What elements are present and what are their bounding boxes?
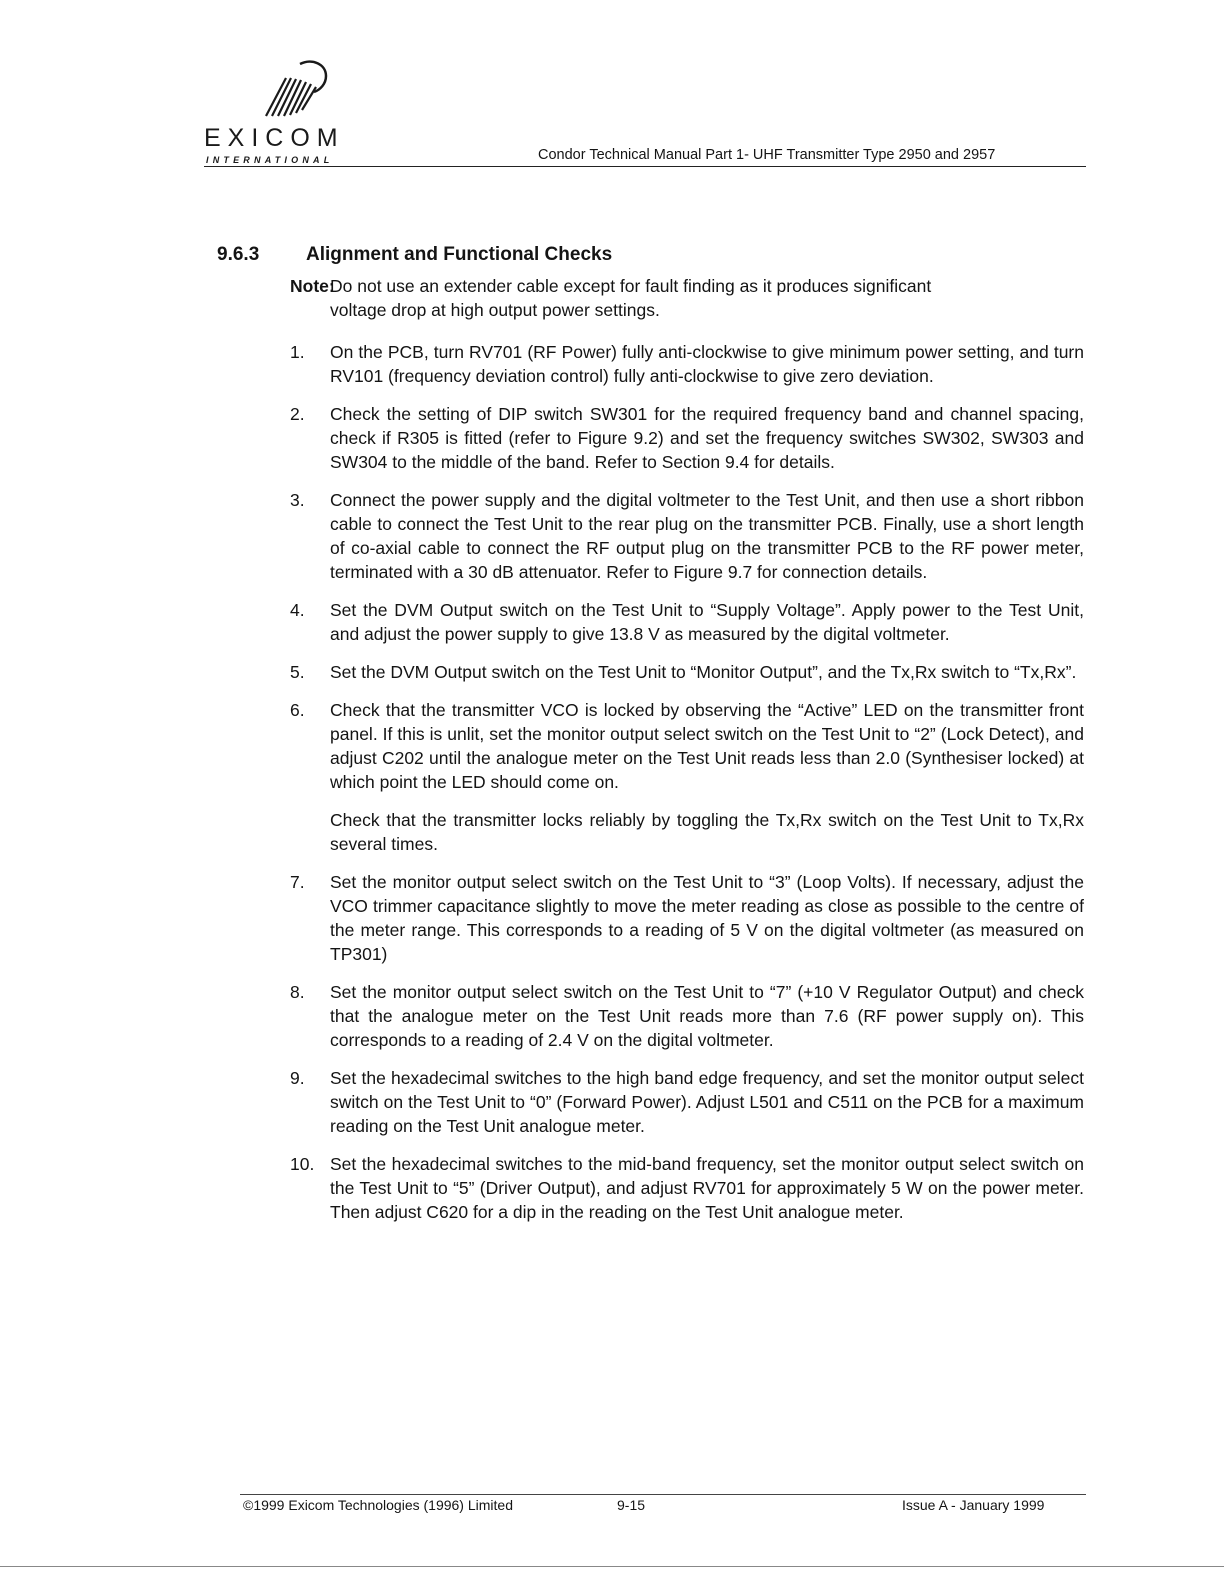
exicom-logo-icon <box>256 56 336 122</box>
step-number: 1. <box>290 342 305 362</box>
step-number: 6. <box>290 700 305 720</box>
step-number: 7. <box>290 872 305 892</box>
list-item <box>290 870 1084 966</box>
procedure-steps <box>290 340 1084 1238</box>
manual-title: Condor Technical Manual Part 1- UHF Transmitter Type 2950 and 2957 <box>538 147 996 163</box>
step-text: On the PCB, turn RV701 (RF Power) fully anti-clockwise to give minimum power setting, and turn RV101 (frequency deviation control) fully anti-clockwise to give zero deviation. <box>330 342 1084 386</box>
step-text: Connect the power supply and the digital voltmeter to the Test Unit, and then use a short ribbon cable to connect the Test Unit to the rear plug on the transmitter PCB. Finally, use a short length of co-axial cable to connect the RF output plug on the transmitter PCB to the RF power meter, terminated with a 30 dB attenuator. Refer to Figure 9.7 for connection details. <box>330 490 1084 582</box>
step-text-continued: Check that the transmitter locks reliably by toggling the Tx,Rx switch on the Test Unit to Tx,Rx several times. <box>330 810 1084 854</box>
step-number: 10. <box>290 1154 315 1174</box>
step-number: 3. <box>290 490 305 510</box>
list-item <box>290 598 1084 646</box>
step-number: 9. <box>290 1068 305 1088</box>
list-item <box>290 340 1084 388</box>
step-number: 8. <box>290 982 305 1002</box>
step-text: Set the DVM Output switch on the Test Unit to “Supply Voltage”. Apply power to the Test Unit, and adjust the power supply to give 13.8 V as measured by the digital voltmeter. <box>330 600 1084 644</box>
section-title: Alignment and Functional Checks <box>306 244 613 265</box>
list-item <box>290 1152 1084 1224</box>
note-text-line1: Do not use an extender cable except for fault finding as it produces significant <box>330 276 932 296</box>
logo-wordmark: EXICOM <box>204 124 345 152</box>
step-text: Set the monitor output select switch on the Test Unit to “3” (Loop Volts). If necessary, adjust the VCO trimmer capacitance slightly to move the meter reading as close as possible to the centre of the meter range. This corresponds to a reading of 5 V on the digital voltmeter (as measured on TP301) <box>330 872 1084 964</box>
step-text: Check the setting of DIP switch SW301 for the required frequency band and channel spacing, check if R305 is fitted (refer to Figure 9.2) and set the frequency switches SW302, SW303 and SW304 to the middle of the band. Refer to Section 9.4 for details. <box>330 404 1084 472</box>
note-text-line2: voltage drop at high output power settings. <box>330 300 660 320</box>
step-text: Check that the transmitter VCO is locked by observing the “Active” LED on the transmitter front panel. If this is unlit, set the monitor output select switch on the Test Unit to “2” (Lock Detect), and adjust C202 until the analogue meter on the Test Unit reads less than 2.0 (Synthesiser locked) at which point the LED should come on. <box>330 700 1084 792</box>
list-item <box>290 488 1084 584</box>
page-bottom-edge <box>0 1566 1224 1567</box>
footer-page-number: 9-15 <box>617 1497 646 1513</box>
exicom-logo <box>204 56 374 168</box>
footer-divider <box>240 1494 1086 1495</box>
footer-issue: Issue A - January 1999 <box>902 1497 1045 1513</box>
list-item <box>290 980 1084 1052</box>
list-item <box>290 698 1084 856</box>
section-number: 9.6.3 <box>217 244 260 265</box>
step-text: Set the hexadecimal switches to the mid-band frequency, set the monitor output select switch on the Test Unit to “5” (Driver Output), and adjust RV701 for approximately 5 W on the power meter. Then adjust C620 for a dip in the reading on the Test Unit analogue meter. <box>330 1154 1084 1222</box>
logo-subtitle: INTERNATIONAL <box>206 155 334 165</box>
list-item <box>290 402 1084 474</box>
note-label: Note: <box>290 276 335 296</box>
note-block <box>290 274 1084 322</box>
step-text: Set the monitor output select switch on the Test Unit to “7” (+10 V Regulator Output) and check that the analogue meter on the Test Unit reads more than 7.6 (RF power supply on). This corresponds to a reading of 2.4 V on the digital voltmeter. <box>330 982 1084 1050</box>
step-number: 2. <box>290 404 305 424</box>
step-text: Set the hexadecimal switches to the high band edge frequency, and set the monitor output select switch on the Test Unit to “0” (Forward Power). Adjust L501 and C511 on the PCB for a maximum reading on the Test Unit analogue meter. <box>330 1068 1084 1136</box>
step-number: 5. <box>290 662 305 682</box>
list-item <box>290 660 1084 684</box>
step-number: 4. <box>290 600 305 620</box>
step-text: Set the DVM Output switch on the Test Unit to “Monitor Output”, and the Tx,Rx switch to “Tx,Rx”. <box>330 662 1077 682</box>
list-item <box>290 1066 1084 1138</box>
footer-copyright: ©1999 Exicom Technologies (1996) Limited <box>243 1497 513 1513</box>
header-divider <box>204 166 1086 167</box>
